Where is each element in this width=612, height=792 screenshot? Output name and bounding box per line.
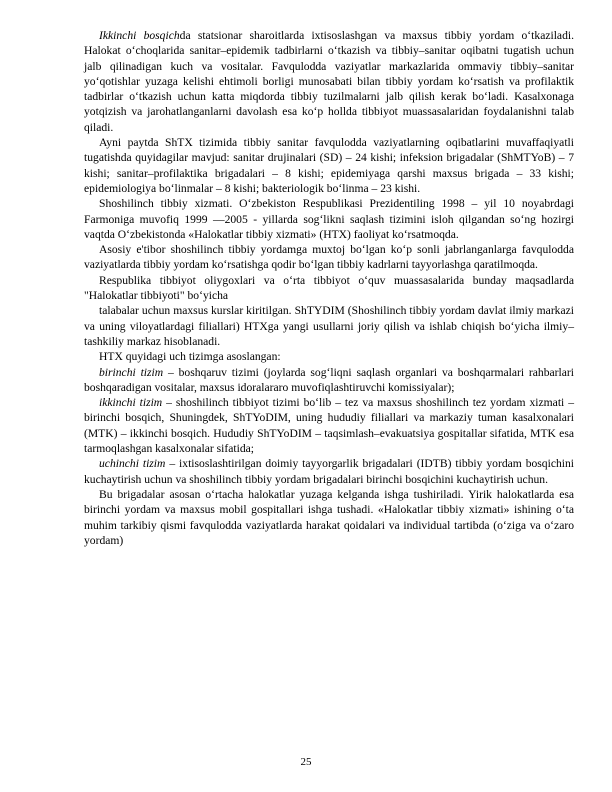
paragraph-first-system [84, 365, 574, 396]
paragraph-republic-institutes [84, 273, 574, 304]
paragraph-main-attention [84, 242, 574, 273]
paragraph-text: – boshqaruv tizimi (joylarda sog‘liqni saqlash organlari va boshqarmalari rahbarlari boshqaradigan vositalar, maxsus idoralararo muvofiqlashtiruvchi komissiyalar); [84, 365, 574, 394]
paragraph-emergency-service [84, 196, 574, 242]
paragraph-text: Bu brigadalar asosan o‘rtacha halokatlar yuzaga kelganda ishga tushiriladi. Yirik halokatlarda esa birinchi yordam va maxsus mobil gospitallari ishga tushadi. «Halokatlar tibbiy xizmati» ishining o‘ta muhim tarkibiy qismi favqulodda vaziyatlarda harakat qoidalari va individual tartibda (o‘ziga va o‘zaro yordam) [84, 487, 574, 547]
paragraph-text: talabalar uchun maxsus kurslar kiritilgan. ShTYDIM (Shoshilinch tibbiy yordam davlat ilmiy markazi va uning viloyatlardagi filiallari) HTXga yangi usullarni joriy qilish va ishlab chiqish bo‘yicha ilmiy–tashkiliy markaz hisoblanadi. [84, 304, 574, 348]
paragraph-lead-italic: ikkinchi tizim [99, 396, 163, 410]
paragraph-text: da statsionar sharoitlarda ixtisoslashgan va maxsus tibbiy yordam o‘tkaziladi. Halokat o‘choqlarida sanitar–epidemik tadbirlarni o‘tkazish va tibbiy–sanitar oqibatni tugatish uchun jalb qilinadigan kuch va vositalar. Favqulodda vaziyatlar markazlarida ommaviy tibbiy–sanitar yo‘qotishlar yuzaga kelishi ehtimoli borligi munosabati bilan tibbiy yordam ko‘rsatish va profilaktik tadbirlar o‘tkazish uchun katta miqdorda tibbiy tuzilmalarni jalb qilish kerak bo‘ladi. Kasalxonaga yotqizish va jarohatlanganlarni davolash esa ko‘p hollda tibbiyot muassasalaridan foydalanishni talab qiladi. [84, 29, 574, 134]
paragraph-text: Shoshilinch tibbiy xizmati. O‘zbekiston Respublikasi Prezidentiling 1998 – yil 10 noyabrdagi Farmoniga muvofiq 1999 —2005 - yillarda sog‘likni saqlash tizimini isloh qilgandan so‘ng hozirgi vaqtda O‘zbekistonda «Halokatlar tibbiy xizmati» (HTX) faoliyat ko‘rsatmoqda. [84, 197, 574, 241]
document-body [84, 28, 574, 548]
paragraph-text: Respublika tibbiyot oliygoxlari va o‘rta tibbiyot o‘quv muassasalarida bunday maqsadlarda "Halokatlar tibbiyoti" bo‘yicha [84, 273, 574, 303]
paragraph-shtx-system [84, 135, 574, 196]
paragraph-lead-italic: birinchi tizim [99, 365, 164, 379]
paragraph-lead-italic: Ikkinchi bosqich [99, 29, 180, 42]
paragraph-second-system [84, 395, 574, 456]
paragraph-text: – shoshilinch tibbiyot tizimi bo‘lib – tez va maxsus shoshilinch tez yordam xizmati – birinchi bosqich, Shuningdek, ShTYoDIM, uning hududiy filiallari va markaziy tuman kasalxonalari (MTK) – ikkinchi bosqich. Hududiy ShTYoDIM – taqsimlash–evakuatsiya gospitallar sifatida, MTK esa tarmoqlashgan kasalxonalar sifatida; [84, 396, 574, 456]
page-number: 25 [300, 756, 312, 768]
paragraph-text: HTX quyidagi uch tizimga asoslangan: [99, 350, 281, 364]
paragraph-third-system [84, 456, 574, 487]
paragraph-lead-italic: uchinchi tizim [99, 457, 166, 471]
paragraph-text: – ixtisoslashtirilgan doimiy tayyorgarlik brigadalari (IDTB) tibbiy yordam bosqichini kuchaytirish uchun va shoshilinch tibbiy yordam brigadalari birinchi bosqichini kuchaytirish uchun. [84, 457, 575, 486]
paragraph-text: Asosiy e'tibor shoshilinch tibbiy yordamga muxtoj bo‘lgan ko‘p sonli jabrlanganlarga favqulodda vaziyatlarda tibbiy yordam ko‘rsatishga qodir bo‘lgan tibbiy kadrlarni tayyorlashga qaratilmoqda. [84, 243, 574, 272]
paragraph-text: Ayni paytda ShTX tizimida tibbiy sanitar favqulodda vaziyatlarning oqibatlarini muvaffaqiyatli tugatishda quyidagilar mavjud: sanitar drujinalari (SD) – 24 kishi; infeksion brigadalar (ShMTYoB) – 7 kishi; sanitar–profilaktika brigadalari – 8 kishi; epidemiyaga qarshi maxsus brigada – 33 kishi; epidemiologiya bo‘linmalar – 8 kishi; bakteriologik bo‘linma – 23 kishi. [84, 136, 574, 195]
paragraph-students-courses [84, 303, 574, 349]
paragraph-three-systems [84, 349, 574, 364]
paragraph-brigades [84, 487, 574, 548]
paragraph-second-stage [84, 28, 574, 135]
